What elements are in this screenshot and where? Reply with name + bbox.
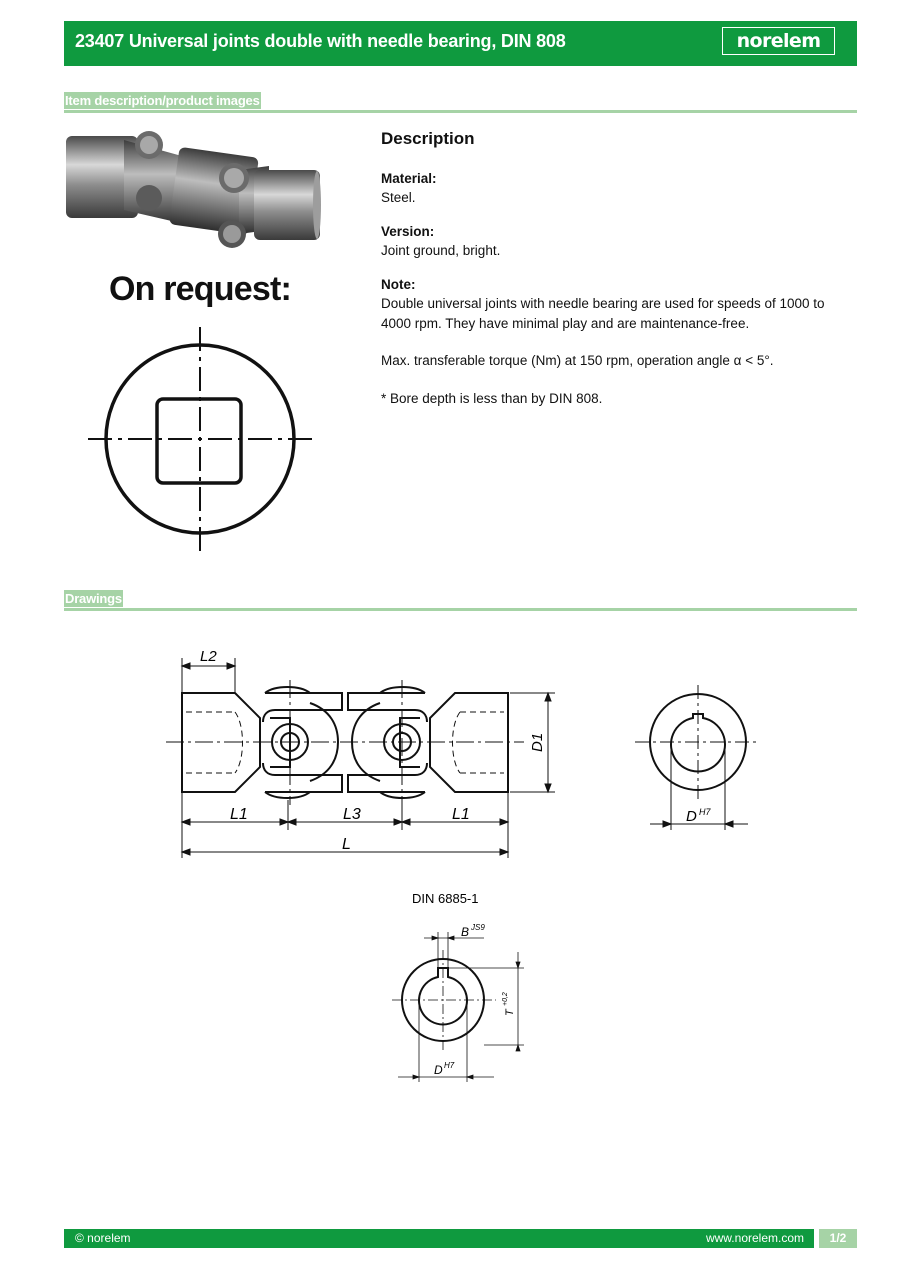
section-rule-drawings: [64, 608, 857, 611]
section-label-item-description: Item description/product images: [65, 93, 260, 108]
material-label: Material:: [381, 171, 437, 186]
din-label-JS9: JS9: [471, 923, 485, 932]
din-label-H7: H7: [444, 1061, 455, 1070]
note-paragraph-1: Double universal joints with needle bearing are used for speeds of 1000 to 4000 rpm. They have minimal play and are maintenance-free.: [381, 296, 825, 331]
section-label-drawings: Drawings: [65, 591, 122, 606]
dim-label-L3: L3: [343, 806, 361, 823]
footer-copyright: © norelem: [75, 1231, 131, 1245]
dim-label-D1: D1: [529, 732, 546, 752]
dim-label-L1-left: L1: [230, 806, 248, 823]
version-label: Version:: [381, 224, 435, 239]
din-label-T-tolerance: +0,2: [502, 992, 509, 1006]
din-title: DIN 6885-1: [412, 891, 479, 906]
norelem-logo[interactable]: [722, 27, 835, 55]
din-label-B: B: [461, 925, 470, 939]
dim-label-L: L: [342, 836, 351, 853]
description-title: Description: [381, 129, 475, 148]
technical-drawing-side-view: [130, 640, 770, 870]
note-paragraph-2: Max. transferable torque (Nm) at 150 rpm, operation angle α < 5°.: [381, 353, 774, 368]
logo-text: norelem: [736, 30, 821, 52]
end-view-label-H7: H7: [699, 807, 711, 817]
note-label: Note:: [381, 277, 416, 292]
version-value: Joint ground, bright.: [381, 243, 501, 258]
page-number: 1/2: [819, 1229, 857, 1248]
footer-bar: [64, 1229, 814, 1248]
dim-label-L2: L2: [200, 648, 217, 665]
footer-website-link[interactable]: www.norelem.com: [705, 1231, 804, 1245]
material-value: Steel.: [381, 190, 416, 205]
din-keyway-drawing: [384, 880, 536, 1092]
on-request-label: On request:: [108, 270, 291, 308]
section-rule-item-description: [64, 110, 857, 113]
square-bore-symbol: [86, 325, 314, 553]
dim-label-L1-right: L1: [452, 806, 470, 823]
note-paragraph-3: * Bore depth is less than by DIN 808.: [381, 391, 603, 406]
din-label-D: D: [434, 1063, 443, 1077]
product-photo: [64, 130, 322, 252]
end-view-label-D: D: [686, 808, 697, 825]
page-title: 23407 Universal joints double with needle bearing, DIN 808: [75, 31, 566, 51]
din-label-T: T: [504, 1009, 516, 1016]
